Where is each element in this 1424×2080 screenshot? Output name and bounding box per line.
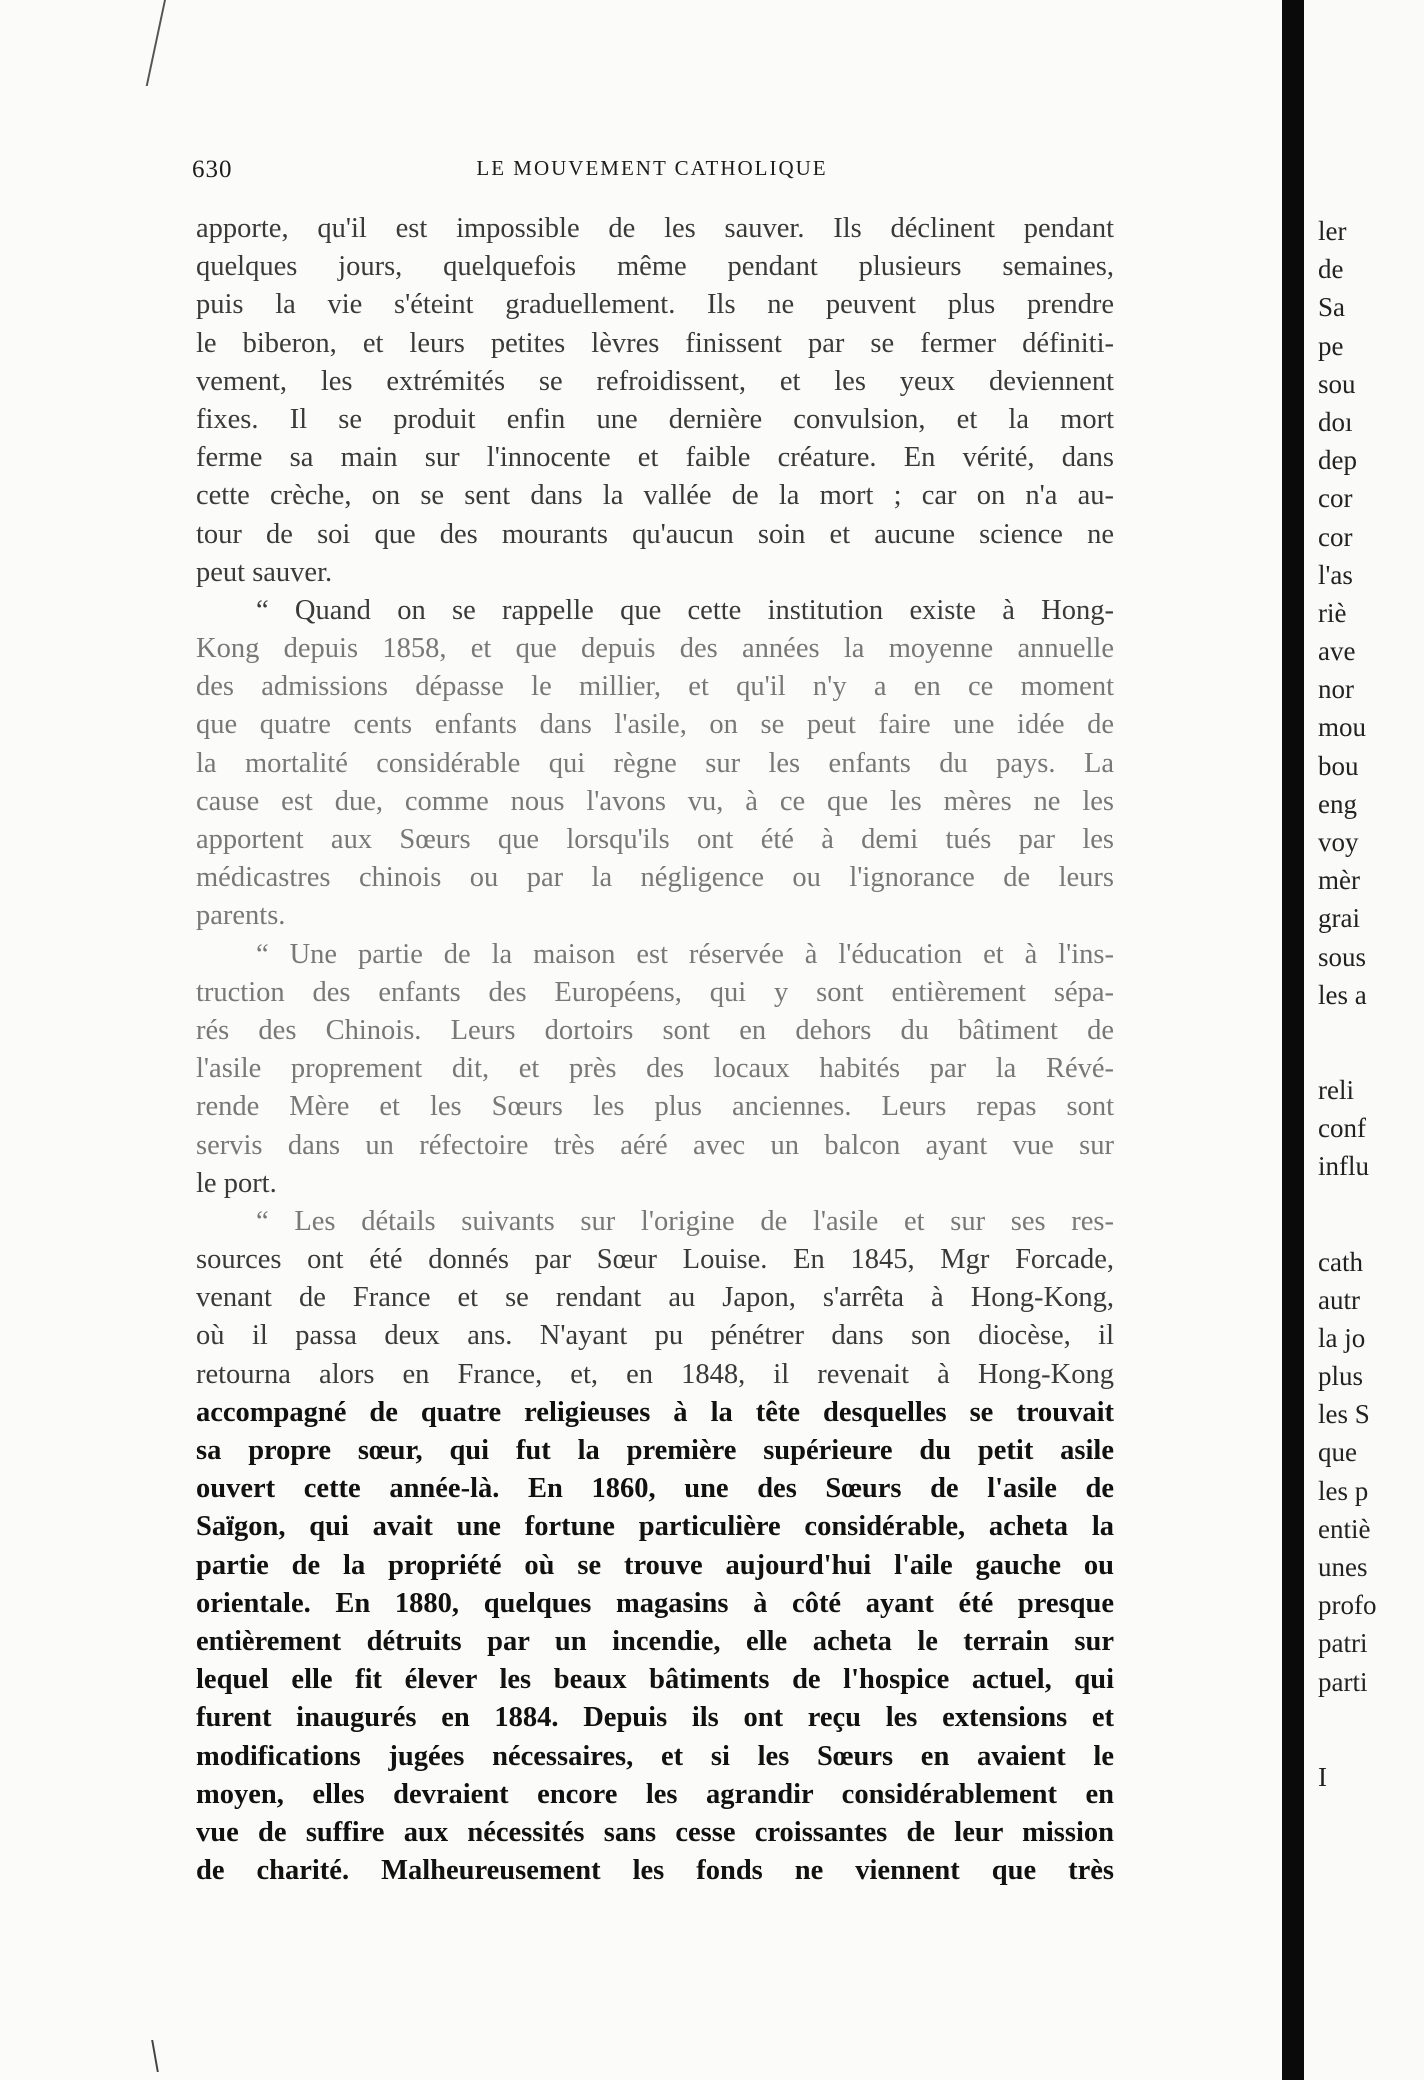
facing-page-fragment: ler: [1318, 216, 1347, 246]
facing-page-fragment: patri: [1318, 1628, 1368, 1659]
text-line: des admissions dépasse le millier, et qu'il n'y a en ce moment: [196, 671, 1114, 703]
text-line: la mortalité considérable qui règne sur les enfants du pays. La: [196, 747, 1114, 779]
text-line: tour de soi que des mourants qu'aucun soin et aucune science ne: [196, 518, 1114, 550]
book-gutter: [1282, 0, 1304, 2080]
text-line: partie de la propriété où se trouve aujourd'hui l'aile gauche ou: [196, 1549, 1114, 1581]
facing-page-fragment: Sa: [1318, 292, 1345, 323]
text-line: vue de suffire aux nécessités sans cesse croissantes de leur mission: [196, 1816, 1114, 1848]
facing-page-fragment: cor: [1318, 483, 1353, 514]
facing-page-fragment: profo: [1318, 1590, 1377, 1621]
facing-page-fragment: influ: [1318, 1151, 1369, 1182]
facing-page-fragment: les p: [1318, 1475, 1369, 1506]
text-line: cette crèche, on se sent dans la vallée de la mort ; car on n'a au-: [196, 480, 1114, 512]
facing-page-fragment: I: [1318, 1761, 1327, 1792]
text-line: sources ont été donnés par Sœur Louise. En 1845, Mgr Forcade,: [196, 1244, 1114, 1276]
facing-page-fragment: dep: [1318, 445, 1357, 476]
facing-page-fragment: [1318, 1701, 1424, 1758]
facing-page-fragment: riè: [1318, 597, 1347, 628]
text-line: “ Les détails suivants sur l'origine de l'asile et sur ses res-: [256, 1205, 1114, 1237]
text-line: où il passa deux ans. N'ayant pu pénétrer dans son diocèse, il: [196, 1320, 1114, 1352]
text-line: parents.: [196, 900, 286, 932]
facing-page-fragment: doı: [1318, 406, 1353, 437]
text-line: puis la vie s'éteint graduellement. Ils ne peuvent plus prendre: [196, 289, 1114, 321]
text-line: entièrement détruits par un incendie, elle acheta le terrain sur: [196, 1625, 1114, 1657]
text-line: le biberon, et leurs petites lèvres finissent par se fermer définiti-: [196, 327, 1114, 359]
facing-page-fragment: cath: [1318, 1246, 1363, 1277]
facing-page-fragment: voy: [1318, 827, 1359, 857]
text-line: “ Une partie de la maison est réservée à l'éducation et à l'ins-: [256, 938, 1114, 970]
facing-page-fragment: pe: [1318, 330, 1344, 361]
text-line: fixes. Il se produit enfin une dernière convulsion, et la mort: [196, 403, 1114, 435]
text-line: Saïgon, qui avait une fortune particulière considérable, acheta la: [196, 1511, 1114, 1543]
text-line: apportent aux Sœurs que lorsqu'ils ont été à demi tués par les: [196, 824, 1114, 855]
facing-page-fragment: les S: [1318, 1399, 1370, 1430]
facing-page-fragment: sous: [1318, 941, 1367, 972]
text-line: modifications jugées nécessaires, et si les Sœurs en avaient le: [196, 1740, 1114, 1772]
text-line: moyen, elles devraient encore les agrandir considérablement en: [196, 1778, 1114, 1810]
text-line: que quatre cents enfants dans l'asile, on se peut faire une idée de: [196, 709, 1114, 741]
text-line: rende Mère et les Sœurs les plus anciennes. Leurs repas sont: [196, 1091, 1114, 1123]
facing-page-fragment: ave: [1318, 636, 1356, 667]
facing-page-fragment: sou: [1318, 368, 1356, 399]
text-line: ferme sa main sur l'innocente et faible créature. En vérité, dans: [196, 442, 1114, 474]
text-line: retourna alors en France, et, en 1848, il revenait à Hong-Kong: [196, 1358, 1114, 1390]
facing-page-fragment: plus: [1318, 1361, 1364, 1392]
facing-page-fragment: conf: [1318, 1113, 1366, 1144]
text-line: de charité. Malheureusement les fonds ne viennent que très: [196, 1855, 1114, 1887]
facing-page-fragment: eng: [1318, 788, 1357, 819]
facing-page: [1304, 0, 1424, 2080]
scan-bottom-mark: [151, 2040, 163, 2072]
text-line: vement, les extrémités se refroidissent, et les yeux deviennent: [196, 365, 1114, 397]
facing-page-fragment: grai: [1318, 903, 1360, 934]
facing-page-fragment: [1318, 1186, 1424, 1243]
facing-page-fragment: entiè: [1318, 1513, 1371, 1544]
text-line: servis dans un réfectoire très aéré avec un balcon ayant vue sur: [196, 1129, 1114, 1161]
text-line: sa propre sœur, qui fut la première supérieure du petit asile: [196, 1435, 1114, 1466]
text-line: lequel elle fit élever les beaux bâtiments de l'hospice actuel, qui: [196, 1664, 1114, 1696]
text-line: cause est due, comme nous l'avons vu, à ce que les mères ne les: [196, 785, 1114, 817]
running-title: LE MOUVEMENT CATHOLIQUE: [476, 156, 828, 180]
text-line: orientale. En 1880, quelques magasins à côté ayant été presque: [196, 1587, 1114, 1619]
text-line: quelques jours, quelquefois même pendant plusieurs semaines,: [196, 251, 1114, 283]
facing-page-text: [1318, 212, 1424, 1796]
text-line: le port.: [196, 1167, 277, 1199]
facing-page-fragment: mèr: [1318, 865, 1360, 896]
text-line: médicastres chinois ou par la négligence ou l'ignorance de leurs: [196, 862, 1114, 894]
text-line: accompagné de quatre religieuses à la tête desquelles se trouvait: [196, 1396, 1114, 1428]
facing-page-fragment: reli: [1318, 1074, 1354, 1105]
facing-page-fragment: mou: [1318, 712, 1367, 743]
facing-page-fragment: parti: [1318, 1666, 1368, 1697]
facing-page-fragment: autr: [1318, 1284, 1360, 1315]
scan-edge-mark: [132, 0, 166, 86]
text-line: l'asile proprement dit, et près des locaux habités par la Révé-: [196, 1053, 1114, 1085]
facing-page-fragment: [1318, 1014, 1424, 1071]
facing-page-fragment: nor: [1318, 674, 1354, 705]
facing-page-fragment: cor: [1318, 521, 1353, 552]
text-line: venant de France et se rendant au Japon, s'arrêta à Hong-Kong,: [196, 1282, 1114, 1314]
facing-page-fragment: que: [1318, 1437, 1357, 1468]
text-line: ouvert cette année-là. En 1860, une des Sœurs de l'asile de: [196, 1473, 1114, 1505]
text-line: Kong depuis 1858, et que depuis des années la moyenne annuelle: [196, 633, 1114, 665]
text-line: furent inaugurés en 1884. Depuis ils ont reçu les extensions et: [196, 1702, 1114, 1734]
text-line: truction des enfants des Européens, qui y sont entièrement sépa-: [196, 976, 1114, 1008]
facing-page-fragment: les a: [1318, 979, 1367, 1010]
text-line: apporte, qu'il est impossible de les sauver. Ils déclinent pendant: [196, 213, 1114, 244]
text-line: “ Quand on se rappelle que cette institution existe à Hong-: [256, 594, 1114, 626]
facing-page-fragment: unes: [1318, 1552, 1368, 1582]
page-header: [192, 156, 1112, 186]
facing-page-fragment: de: [1318, 254, 1344, 285]
body-text: [196, 210, 1114, 1890]
text-line: rés des Chinois. Leurs dortoirs sont en dehors du bâtiment de: [196, 1014, 1114, 1046]
page-number: 630: [192, 156, 233, 183]
facing-page-fragment: la jo: [1318, 1322, 1366, 1353]
text-line: peut sauver.: [196, 556, 333, 588]
facing-page-fragment: bou: [1318, 750, 1359, 781]
facing-page-fragment: l'as: [1318, 559, 1353, 590]
